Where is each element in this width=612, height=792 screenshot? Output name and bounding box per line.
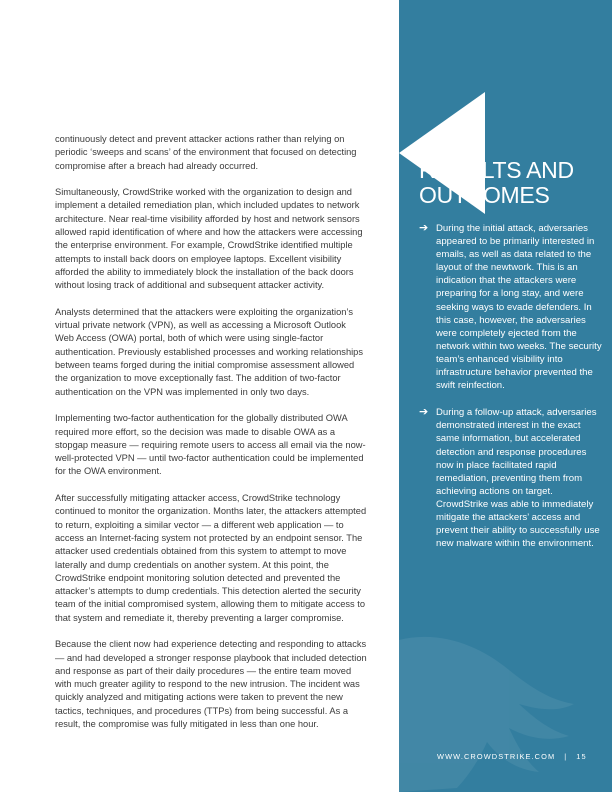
- sidebar-notch: [399, 92, 485, 214]
- list-item-text: During a follow-up attack, adversaries demonstrated interest in the exact same information, but accelerated detection and response procedures now in place facilitated rapid remediation, preventing them from achieving actions on target. CrowdStrike was able to immediately mitigate the attackers’ access and prevent their ability to successfully use new malware within the environment.: [436, 407, 600, 550]
- paragraph: Because the client now had experience detecting and responding to attacks — and had developed a stronger response playbook that included detection and response as part of their daily procedures — the entire team moved with much greater agility to respond to the new intrusion. The incident was quickly analyzed and mitigating actions were taken to prevent the new tactics, techniques, and procedures (TTPs) from being successful. As a result, the compromise was fully mitigated in less than one hour.: [55, 639, 367, 730]
- arrow-right-icon: ➔: [419, 406, 429, 419]
- list-item-text: During the initial attack, adversaries appeared to be primarily interested in emails, as well as data related to the layout of the newtwork. This is an indication that the attackers were preparing for a long stay, and were seeking ways to evade defenders. In this case, however, the adversaries were completely ejected from the network within two weeks. The security team’s enhanced visibility into infrastructure behavior prevented the swift reinfection.: [436, 223, 602, 392]
- footer-separator: |: [564, 752, 568, 761]
- title-line-2: OUTCOMES: [419, 182, 550, 208]
- body-text: [55, 133, 367, 745]
- list-item: [419, 222, 605, 392]
- list-item: [419, 406, 605, 550]
- page-footer: [437, 752, 587, 762]
- falcon-watermark-icon: [399, 600, 612, 792]
- page-number: 15: [576, 752, 587, 761]
- results-list: [419, 222, 605, 564]
- paragraph: Simultaneously, CrowdStrike worked with the organization to design and implement a detailed remediation plan, which included updates to network architecture. Near real-time visibility afforded by host and network sensors allowed rapid identification of where and how the attackers were accessing the enterprise environment. For example, CrowdStrike identified multiple attempts to install back doors on employee laptops. Excellent visibility afforded the ability to immediately block the installation of the back doors without losing track of additional and subsequent attacker activity.: [55, 187, 363, 291]
- arrow-right-icon: ➔: [419, 222, 429, 234]
- footer-url[interactable]: WWW.CROWDSTRIKE.COM: [437, 752, 556, 761]
- paragraph: Implementing two-factor authentication for the globally distributed OWA required more effort, so the decision was made to disable OWA as a stopgap measure — requiring remote users to access all email via the now-well-protected VPN — until two-factor authentication could be implemented for the OWA environment.: [55, 413, 366, 477]
- paragraph: After successfully mitigating attacker access, CrowdStrike technology continued to monitor the organization. Months later, the attackers attempted to return, exploiting a similar vector — a different web application — to access an Internet-facing system not protected by an endpoint sensor. The attacker used credentials obtained from this system to attempt to move laterally and dump credentials on another system. At this point, the CrowdStrike endpoint monitoring solution detected and prevented the attacker’s attempts to dump credentials. This detection alerted the security team of the initial compromised system, allowing them to mitigate access to that system and remediate it, thereby preventing a larger compromise.: [55, 493, 367, 623]
- paragraph: Analysts determined that the attackers were exploiting the organization’s virtual private network (VPN), as well as accessing a Microsoft Outlook Web Access (OWA) portal, both of which were using single-factor authentication. Previously established processes and working relationships between teams forged during the initial compromise assessment allowed the organization to move exceptionally fast. The addition of two-factor authentication on the VPN was implemented in only two days.: [55, 306, 364, 397]
- paragraph: continuously detect and prevent attacker actions rather than relying on periodic ‘sweeps and scans’ of the environment that focused on detecting compromise after a breach had already occurred.: [55, 134, 357, 171]
- title-line-1: RESULTS AND: [419, 157, 574, 183]
